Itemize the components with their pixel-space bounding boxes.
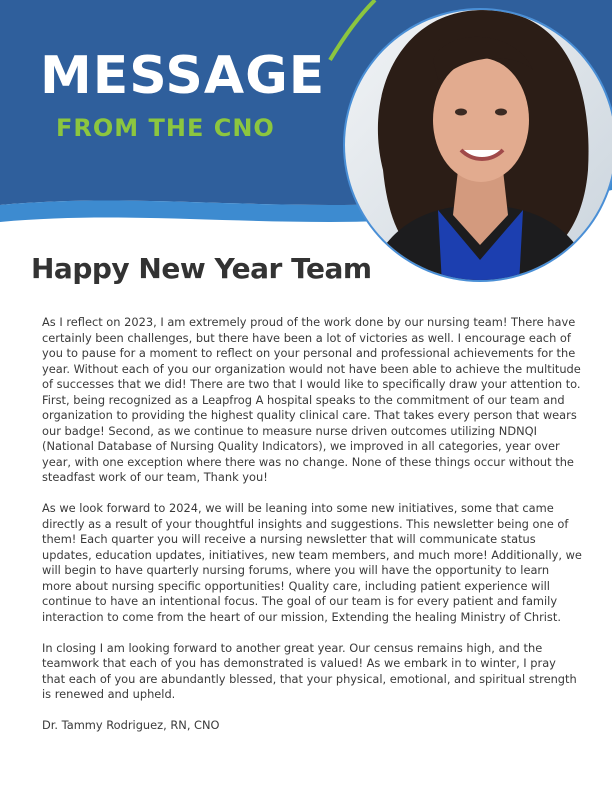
portrait-photo	[343, 0, 612, 303]
paragraph-3: In closing I am looking forward to another great year. Our census remains high, and the teamwork that each of you has demonstrated is valued! As we embark in to winter, I pray that each of you are abundantly blessed, that your physical, emotional, and spiritual strength is renewed and upheld.	[42, 640, 577, 701]
signature: Dr. Tammy Rodriguez, RN, CNO	[42, 718, 220, 732]
page-subtitle: FROM THE CNO	[56, 114, 275, 142]
page-title: MESSAGE	[40, 46, 326, 106]
paragraph-2: As we look forward to 2024, we will be leaning into some new initiatives, some that came directly as a result of your thoughtful insights and suggestions. This newsletter being one of them! Each quarter you will receive a nursing newsletter that will communicate status updates, education updates, initiatives, new team members, and much more! Additionally, we will begin to have quarterly nursing forums, where you will have the opportunity to learn more about nursing specific opportunities! Quality care, including patient experience will continue to have an intentional focus. The goal of our team is for every patient and family interaction to come from the heart of our mission, Extending the healing Ministry of Christ.	[42, 501, 582, 624]
headline: Happy New Year Team	[31, 252, 372, 285]
letter-body	[42, 315, 582, 749]
paragraph-1: As I reflect on 2023, I am extremely proud of the work done by our nursing team! There have certainly been challenges, but there have been a lot of victories as well. I encourage each of you to pause for a moment to reflect on your personal and professional achievements for the year. Without each of you our organization would not have been able to achieve the multitude of successes that we did! There are two that I would like to specifically draw your attention to. First, being recognized as a Leapfrog A hospital speaks to the commitment of our team and organization to providing the highest quality clinical care. That takes every person that wears our badge! Second, as we continue to measure nurse driven outcomes utilizing NDNQI (National Database of Nursing Quality Indicators), we improved in all categories, year over year, with one exception where there was no change. None of these things occur without the steadfast work of our team, Thank you!	[42, 315, 581, 484]
portrait-icon	[343, 0, 612, 303]
